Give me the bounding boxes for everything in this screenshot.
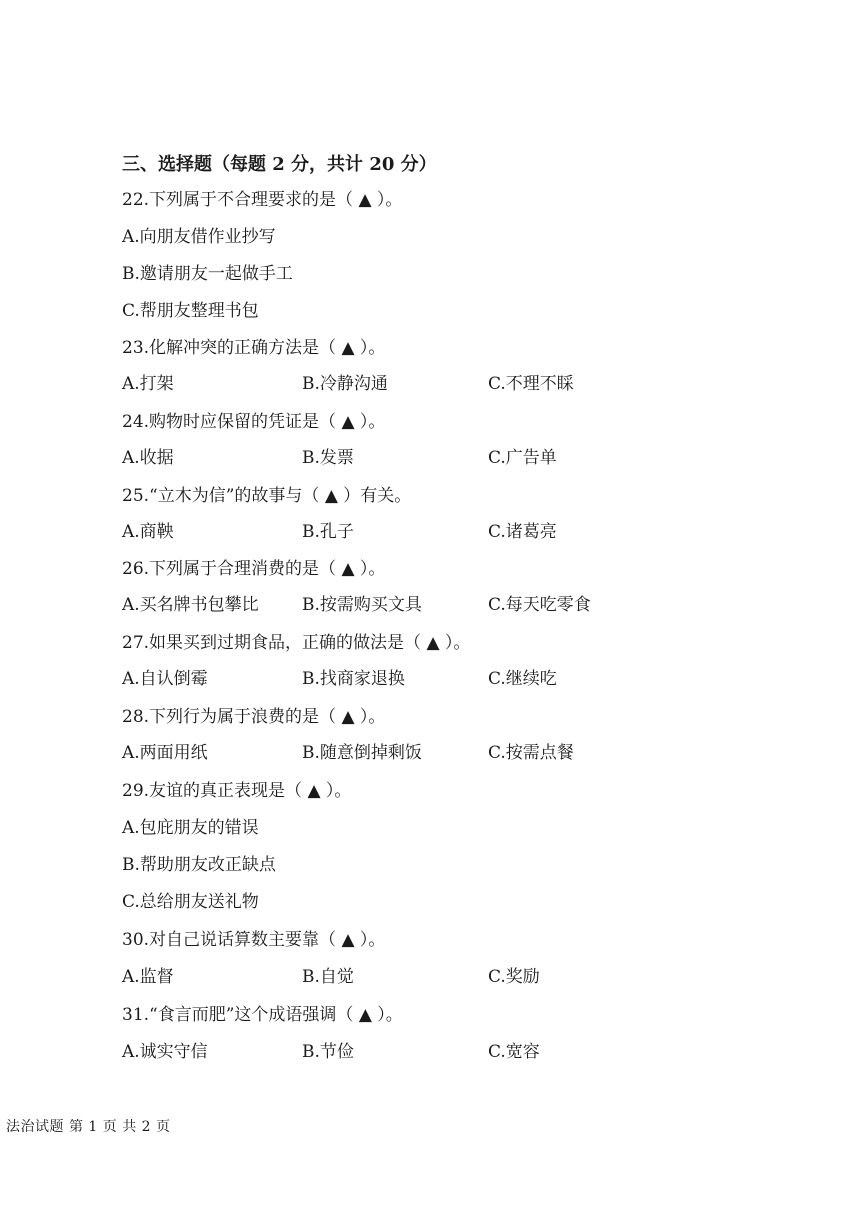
question-option: C.继续吃 <box>488 669 557 689</box>
question-stem: 31.“食言而肥”这个成语强调（ ▲ ）。 <box>122 1005 403 1025</box>
question-option: C.按需点餐 <box>488 743 574 763</box>
question-option: A.两面用纸 <box>122 743 208 763</box>
question-option: A.自认倒霉 <box>122 669 208 689</box>
question-option: B.自觉 <box>302 967 354 987</box>
question-option: C.奖励 <box>488 967 540 987</box>
page-footer: 法治试题 第 1 页 共 2 页 <box>6 1119 171 1135</box>
question-option: A.诚实守信 <box>122 1042 208 1062</box>
question-option: C.广告单 <box>488 448 557 468</box>
question-option: B.发票 <box>302 448 354 468</box>
question-stem: 25.“立木为信”的故事与（ ▲ ）有关。 <box>122 486 412 506</box>
question-option: C.宽容 <box>488 1042 540 1062</box>
question-option: B.孔子 <box>302 522 354 542</box>
question-option: A.打架 <box>122 374 174 394</box>
question-option: B.帮助朋友改正缺点 <box>122 855 276 875</box>
question-option: C.帮朋友整理书包 <box>122 301 259 321</box>
question-option: A.买名牌书包攀比 <box>122 595 259 615</box>
question-stem: 29.友谊的真正表现是（ ▲ ）。 <box>122 781 352 801</box>
question-stem: 28.下列行为属于浪费的是（ ▲ ）。 <box>122 707 386 727</box>
question-stem: 23.化解冲突的正确方法是（ ▲ ）。 <box>122 338 386 358</box>
question-option: C.诸葛亮 <box>488 522 557 542</box>
question-option: B.邀请朋友一起做手工 <box>122 264 293 284</box>
section-title: 三、选择题（每题 2 分，共计 20 分） <box>122 154 437 175</box>
question-option: C.每天吃零食 <box>488 595 591 615</box>
question-stem: 26.下列属于合理消费的是（ ▲ ）。 <box>122 559 386 579</box>
question-option: A.商鞅 <box>122 522 174 542</box>
question-option: B.冷静沟通 <box>302 374 388 394</box>
question-option: B.节俭 <box>302 1042 354 1062</box>
question-option: B.按需购买文具 <box>302 595 422 615</box>
question-stem: 30.对自己说话算数主要靠（ ▲ ）。 <box>122 930 386 950</box>
question-stem: 24.购物时应保留的凭证是（ ▲ ）。 <box>122 412 386 432</box>
question-option: A.包庇朋友的错误 <box>122 818 259 838</box>
question-stem: 27.如果买到过期食品，正确的做法是（ ▲ ）。 <box>122 633 471 653</box>
question-stem: 22.下列属于不合理要求的是（ ▲ ）。 <box>122 190 403 210</box>
question-option: A.收据 <box>122 448 174 468</box>
question-option: B.找商家退换 <box>302 669 405 689</box>
question-option: C.总给朋友送礼物 <box>122 892 259 912</box>
question-option: A.监督 <box>122 967 174 987</box>
question-option: C.不理不睬 <box>488 374 574 394</box>
question-option: A.向朋友借作业抄写 <box>122 227 276 247</box>
question-option: B.随意倒掉剩饭 <box>302 743 422 763</box>
